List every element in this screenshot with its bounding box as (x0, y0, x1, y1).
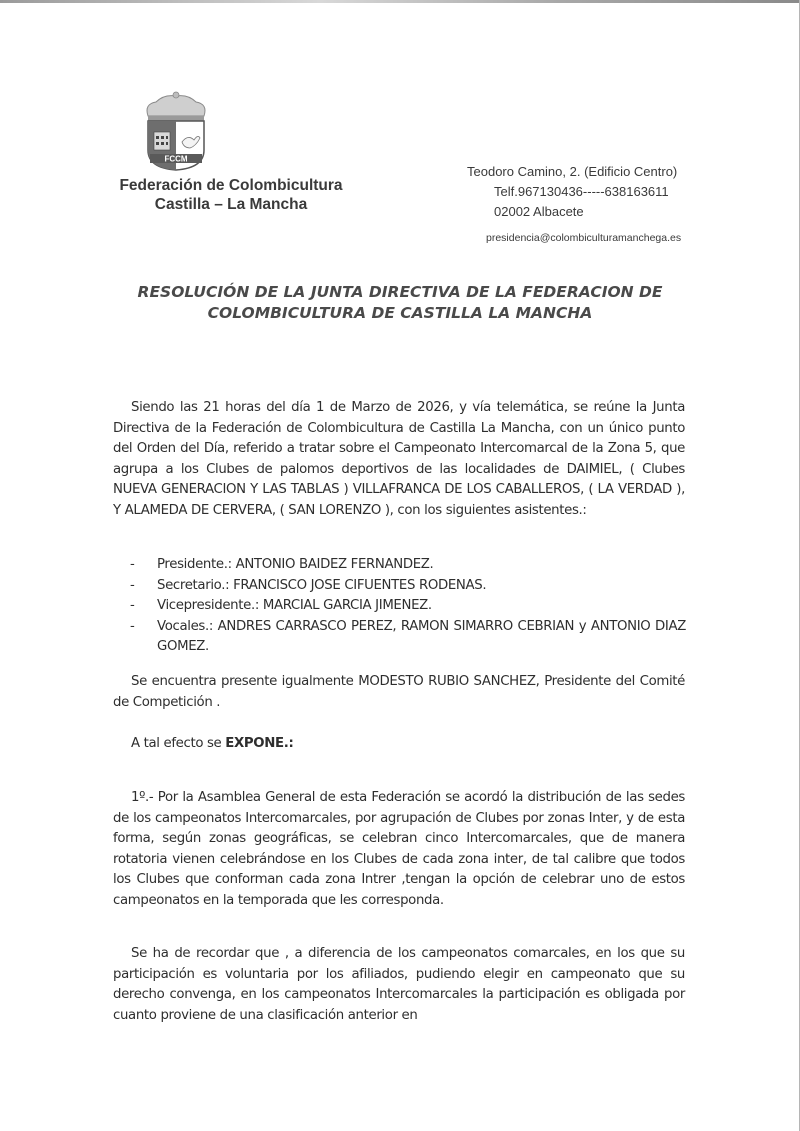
document-title-line1: RESOLUCIÓN DE LA JUNTA DIRECTIVA DE LA FEDERACION DE (137, 283, 663, 301)
document-title-line2: COLOMBICULTURA DE CASTILLA LA MANCHA (207, 304, 593, 322)
intro-paragraph: Siendo las 21 horas del día 1 de Marzo de 2026, y vía telemática, se reúne la Junta Directiva de la Federación de Colombicultura de Castilla La Mancha, con un único punto del Orden del Día, referido a tratar sobre el Campeonato Intercomarcal de la Zona 5, que agrupa a los Clubes de palomos deportivos de las localidades de DAIMIEL, ( Clubes NUEVA GENERACION Y LAS TABLAS ) VILLAFRANCA DE LOS CABALLEROS, ( LA VERDAD ), Y ALAMEDA DE CERVERA, ( SAN LORENZO ), con los siguientes asistentes.: (113, 400, 685, 518)
reminder-paragraph: Se ha de recordar que , a diferencia de los campeonatos comarcales, en los que su participación es voluntaria por los afiliados, pudiendo elegir en campeonato que su derecho convenga, en los campeonatos Intercomarcales la participación es obligada por cuanto proviene de una clasificación anterior en (113, 946, 685, 1023)
logo-initials: FCCM (164, 154, 188, 164)
attendee-text: Secretario.: FRANCISCO JOSE CIFUENTES RODENAS. (157, 577, 487, 593)
contact-email: presidencia@colombiculturamanchega.es (486, 232, 682, 244)
list-item (130, 555, 686, 576)
attendees-list (130, 555, 686, 658)
scan-top-edge (0, 0, 800, 3)
address-street: Teodoro Camino, 2. (Edificio Centro) (467, 164, 678, 179)
expone-keyword: EXPONE.: (225, 736, 294, 751)
organization-name (112, 176, 350, 214)
dash-bullet: - (130, 598, 135, 614)
dash-bullet: - (130, 577, 135, 593)
attendee-text: Vocales.: ANDRES CARRASCO PEREZ, RAMON SIMARRO CEBRIAN y ANTONIO DIAZ GOMEZ. (157, 618, 686, 655)
organization-name-line2: Castilla – La Mancha (154, 196, 308, 213)
presence-paragraph: Se encuentra presente igualmente MODESTO RUBIO SANCHEZ, Presidente del Comité de Competición . (113, 674, 685, 710)
contact-address (467, 162, 677, 222)
dash-bullet: - (130, 557, 135, 572)
attendee-text: Presidente.: ANTONIO BAIDEZ FERNANDEZ. (157, 557, 434, 572)
point-1-paragraph: 1º.- Por la Asamblea General de esta Federación se acordó la distribución de las sedes de los campeonatos Intercomarcales, por agrupación de Clubes por zonas Inter, y de esta forma, según zonas geográficas, se celebran cinco Intercomarcales, que de manera rotatoria vienen celebrándose en los Clubes de cada zona inter, de tal calibre que todos los Clubes que conforman cada zona Intrer ,tengan la opción de celebrar uno de estos campeonatos en la temporada que les corresponda. (113, 790, 685, 908)
dash-bullet: - (130, 618, 135, 634)
list-item (130, 617, 686, 658)
organization-name-line1: Federación de Colombicultura (119, 177, 343, 194)
list-item (130, 596, 686, 617)
address-city: 02002 Albacete (494, 204, 584, 219)
fccm-coat-of-arms-icon (134, 90, 218, 172)
list-item (130, 576, 686, 597)
expone-prefix: A tal efecto se (131, 736, 226, 751)
address-phone: Telf.967130436-----638163611 (494, 184, 669, 199)
document-title (120, 282, 680, 324)
expone-line (113, 734, 685, 755)
attendee-text: Vicepresidente.: MARCIAL GARCIA JIMENEZ. (157, 598, 432, 614)
